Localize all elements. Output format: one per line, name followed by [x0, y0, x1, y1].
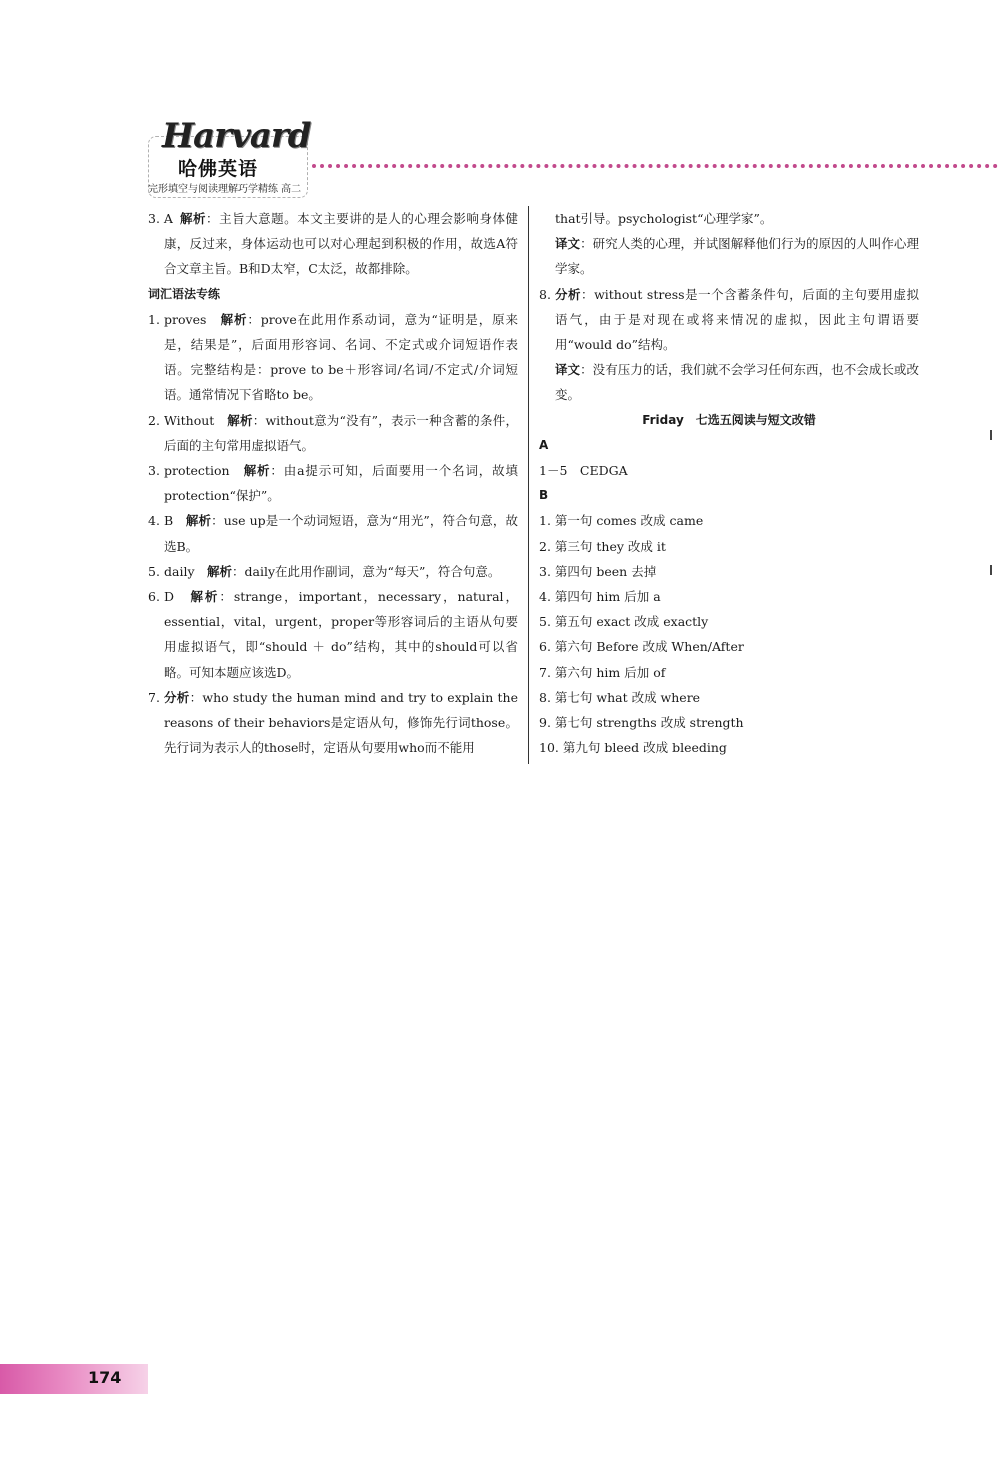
correction-item: 5. 第五句 exact 改成 exactly — [539, 614, 709, 630]
scan-edge-mark — [990, 430, 992, 440]
analysis-text: ：主旨大意题。本文主要讲的是人的心理会影响身体健康，反过来，身体运动也可以对心理起到积极的作用，故选A符合文章主旨。B和D太窄，C太泛，故都排除。 — [164, 211, 518, 277]
logo-chinese-title: 哈佛英语 — [178, 158, 259, 180]
analysis-label: 分析 — [164, 689, 190, 705]
analysis-label: 解析 — [185, 513, 212, 529]
section-title-friday: Friday 七选五阅读与短文改错 — [642, 412, 816, 427]
correction-item: 7. 第六句 him 后加 of — [539, 664, 666, 680]
analysis-text: ：who study the human mind and try to explain the reasons of their behaviors是定语从句，修饰先行词those。先行词为表示人的those时，定语从句要用who而不能用 — [164, 689, 518, 756]
item-number: 8. — [539, 286, 551, 302]
correction-item: 2. 第三句 they 改成 it — [539, 538, 666, 554]
answer-item — [148, 508, 518, 558]
section-label-a: A — [539, 437, 549, 452]
page-header — [148, 118, 998, 198]
section-label-b: B — [539, 488, 549, 503]
analysis-label: 解析 — [207, 563, 233, 579]
translation-label: 译文 — [555, 362, 581, 378]
dotted-header-rule — [312, 164, 998, 168]
right-column — [539, 206, 919, 760]
translation-block — [539, 231, 919, 281]
answer-word: B — [164, 513, 174, 529]
analysis-label: 解析 — [180, 211, 207, 226]
item-number: 4. — [148, 513, 160, 529]
translation-text: ：没有压力的话，我们就不会学习任何东西，也不会成长或改变。 — [555, 362, 919, 403]
analysis-label: 解析 — [243, 463, 271, 479]
analysis-text: ：without stress是一个含蓄条件句，后面的主句要用虚拟语气，由于是对现在或将来情况的虚拟，因此主句谓语要用“would do”结构。 — [555, 286, 919, 353]
translation-block — [539, 357, 919, 407]
item-number: 2. — [148, 412, 160, 428]
item-number: 3. A — [148, 211, 173, 226]
analysis-text: ：strange，important，necessary，natural，essential，vital，urgent，proper等形容词后的主语从句要用虚拟语气，即“should ＋ do”结构，其中的should可以省略。可知本题应该选D。 — [164, 589, 518, 680]
answer-item-q3 — [148, 206, 518, 282]
column-divider — [528, 206, 529, 764]
analysis-label: 解析 — [227, 412, 253, 428]
answer-item-q7 — [148, 685, 518, 761]
answer-word: protection — [164, 463, 230, 479]
correction-item: 3. 第四句 been 去掉 — [539, 563, 657, 579]
page-number: 174 — [88, 1368, 122, 1387]
translation-label: 译文 — [555, 236, 581, 252]
item-number: 7. — [148, 689, 160, 705]
answer-word: daily — [164, 563, 195, 579]
correction-item: 6. 第六句 Before 改成 When/After — [539, 639, 744, 655]
harvard-logo: Harvard — [162, 116, 311, 156]
answer-word: Without — [164, 412, 215, 428]
item-number: 3. — [148, 463, 160, 479]
left-column — [148, 206, 518, 760]
book-subtitle: 完形填空与阅读理解巧学精练 高二 — [148, 184, 302, 195]
answers-a: 1－5 CEDGA — [539, 463, 628, 479]
correction-item: 1. 第一句 comes 改成 came — [539, 513, 704, 529]
answer-item — [148, 307, 518, 408]
analysis-label: 解析 — [190, 589, 220, 605]
analysis-label: 分析 — [555, 286, 582, 302]
correction-item: 10. 第九句 bleed 改成 bleeding — [539, 740, 727, 756]
analysis-text: ：prove在此用作系动词，意为“证明是，原来是，结果是”，后面用形容词、名词、不定式或介词短语作表语。完整结构是：prove to be＋形容词/名词/不定式/介词短语。通常情况下省略to be。 — [164, 311, 518, 403]
section-title-vocab: 词汇语法专练 — [148, 286, 221, 301]
answer-word: proves — [164, 311, 207, 327]
answer-item — [148, 458, 518, 508]
item-number: 1. — [148, 311, 160, 327]
correction-item: 4. 第四句 him 后加 a — [539, 589, 661, 605]
translation-text: ：研究人类的心理，并试图解释他们行为的原因的人叫作心理学家。 — [555, 236, 919, 277]
analysis-text: ：without意为“没有”，表示一种含蓄的条件，后面的主句常用虚拟语气。 — [164, 412, 518, 453]
analysis-text: ：由a提示可知，后面要用一个名词，故填protection“保护”。 — [164, 463, 518, 504]
answer-item — [148, 559, 518, 584]
correction-item: 8. 第七句 what 改成 where — [539, 689, 701, 705]
analysis-text: ：use up是一个动词短语，意为“用光”，符合句意，故选B。 — [164, 513, 518, 554]
analysis-label: 解析 — [220, 311, 248, 327]
scan-edge-mark — [990, 565, 992, 575]
page-number-band — [0, 1364, 148, 1394]
answer-item-q8 — [539, 282, 919, 358]
analysis-text: ：daily在此用作副词，意为“每天”，符合句意。 — [232, 563, 501, 579]
correction-item: 9. 第七句 strengths 改成 strength — [539, 715, 744, 731]
item-number: 6. — [148, 589, 160, 605]
continued-analysis: that引导。psychologist“心理学家”。 — [555, 211, 773, 226]
answer-word: D — [164, 589, 175, 605]
answer-item — [148, 584, 518, 685]
item-number: 5. — [148, 563, 160, 579]
answer-item — [148, 408, 518, 458]
